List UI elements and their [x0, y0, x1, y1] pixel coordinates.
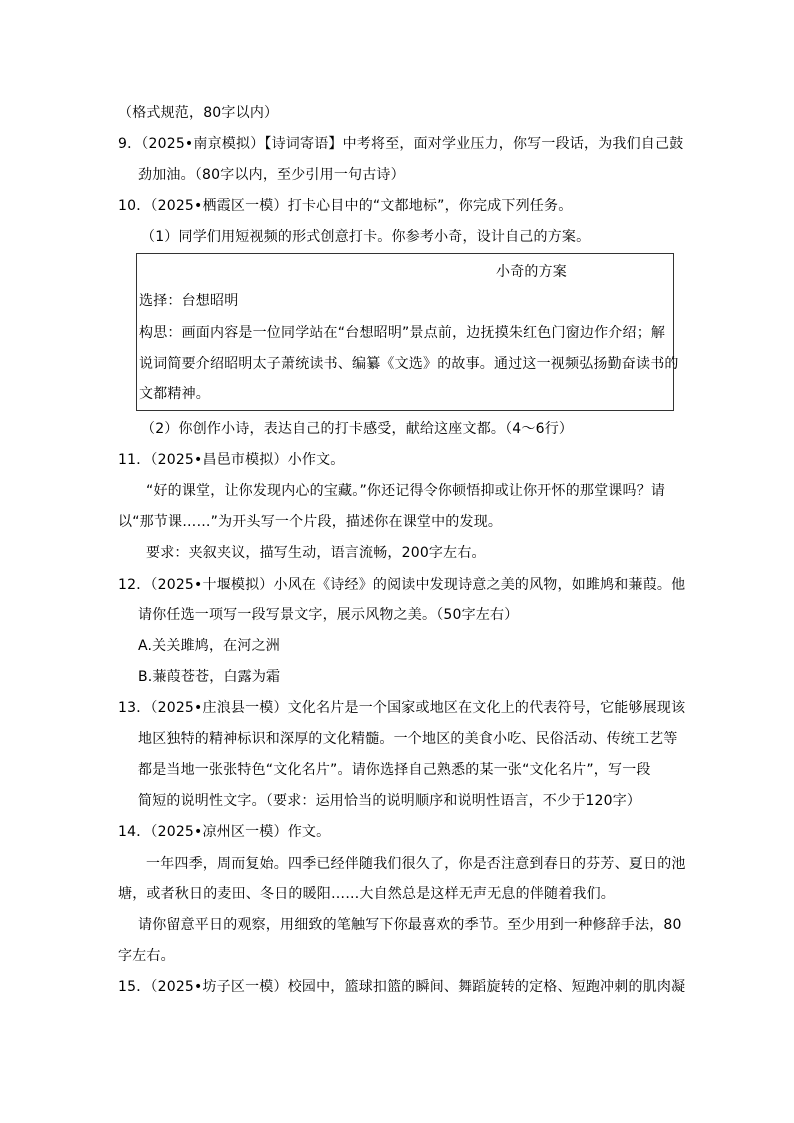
question-14-line-4: 请你留意平日的观察，用细致的笔触写下你最喜欢的季节。至少用到一种修辞手法，80	[138, 917, 682, 933]
question-11-requirement: 要求：夹叙夹议，描写生动，语言流畅，200字左右。	[146, 545, 486, 561]
question-10-line-1: 10．（2025•栖霞区一模）打卡心目中的“文都地标”，你完成下列任务。	[118, 198, 573, 214]
plan-box	[136, 253, 679, 411]
question-13-line-1: 13．（2025•庄浪县一模）文化名片是一个国家或地区在文化上的代表符号，它能够展现该	[118, 700, 686, 716]
question-10-sub-1: （1）同学们用短视频的形式创意打卡。你参考小奇，设计自己的方案。	[141, 229, 591, 245]
plan-box-idea-3: 文都精神。	[139, 386, 210, 402]
format-note: （格式规范，80字以内）	[118, 105, 279, 121]
question-11-line-2: “好的课堂，让你发现内心的宝藏。”你还记得令你顿悟抑或让你开怀的那堂课吗？请	[146, 483, 666, 499]
question-14-line-1: 14．（2025•凉州区一模）作文。	[118, 824, 331, 840]
question-11-line-3: 以“那节课……”为开头写一个片段，描述你在课堂中的发现。	[118, 514, 503, 530]
question-10-sub-2: （2）你创作小诗，表达自己的打卡感受，献给这座文都。（4～6行）	[141, 421, 574, 437]
question-14-line-3: 塘，或者秋日的麦田、冬日的暖阳……大自然总是这样无声无息的伴随着我们。	[118, 886, 615, 902]
question-13-line-4: 简短的说明性文字。（要求：运用恰当的说明顺序和说明性语言，不少于120字）	[138, 793, 642, 809]
question-12-option-b: B.蒹葭苍苍，白露为霜	[138, 669, 281, 685]
question-14-line-5: 字左右。	[118, 948, 175, 964]
question-14-line-2: 一年四季，周而复始。四季已经伴随我们很久了，你是否注意到春日的芬芳、夏日的池	[146, 856, 686, 872]
question-13-line-2: 地区独特的精神标识和深厚的文化精髓。一个地区的美食小吃、民俗活动、传统工艺等	[138, 731, 678, 747]
question-12-line-2: 请你任选一项写一段写景文字，展示风物之美。（50字左右）	[138, 607, 519, 623]
question-12-line-1: 12．（2025•十堰模拟）小风在《诗经》的阅读中发现诗意之美的风物，如雎鸠和蒹葭。他	[118, 577, 686, 593]
question-12-option-a: A.关关雎鸠，在河之洲	[138, 638, 280, 654]
question-9-line-2: 劲加油。（80字以内，至少引用一句古诗）	[138, 167, 405, 183]
question-13-line-3: 都是当地一张张特色“文化名片”。请你选择自己熟悉的某一张“文化名片”，写一段	[138, 762, 651, 778]
plan-box-idea-2: 说词简要介绍昭明太子萧统读书、编纂《文选》的故事。通过这一视频弘扬勤奋读书的	[139, 356, 679, 372]
plan-box-choice: 选择：台想昭明	[139, 293, 239, 309]
plan-box-title: 小奇的方案	[496, 264, 567, 280]
plan-box-idea-1: 构思：画面内容是一位同学站在“台想昭明”景点前，边抚摸朱红色门窗边作介绍；解	[139, 325, 666, 341]
question-15-line-1: 15．（2025•坊子区一模）校园中，篮球扣篮的瞬间、舞蹈旋转的定格、短跑冲刺的肌肉凝	[118, 979, 686, 995]
question-11-line-1: 11．（2025•昌邑市模拟）小作文。	[118, 452, 345, 468]
question-9-line-1: 9．（2025•南京模拟）【诗词寄语】中考将至，面对学业压力，你写一段话，为我们自己鼓	[118, 136, 684, 152]
